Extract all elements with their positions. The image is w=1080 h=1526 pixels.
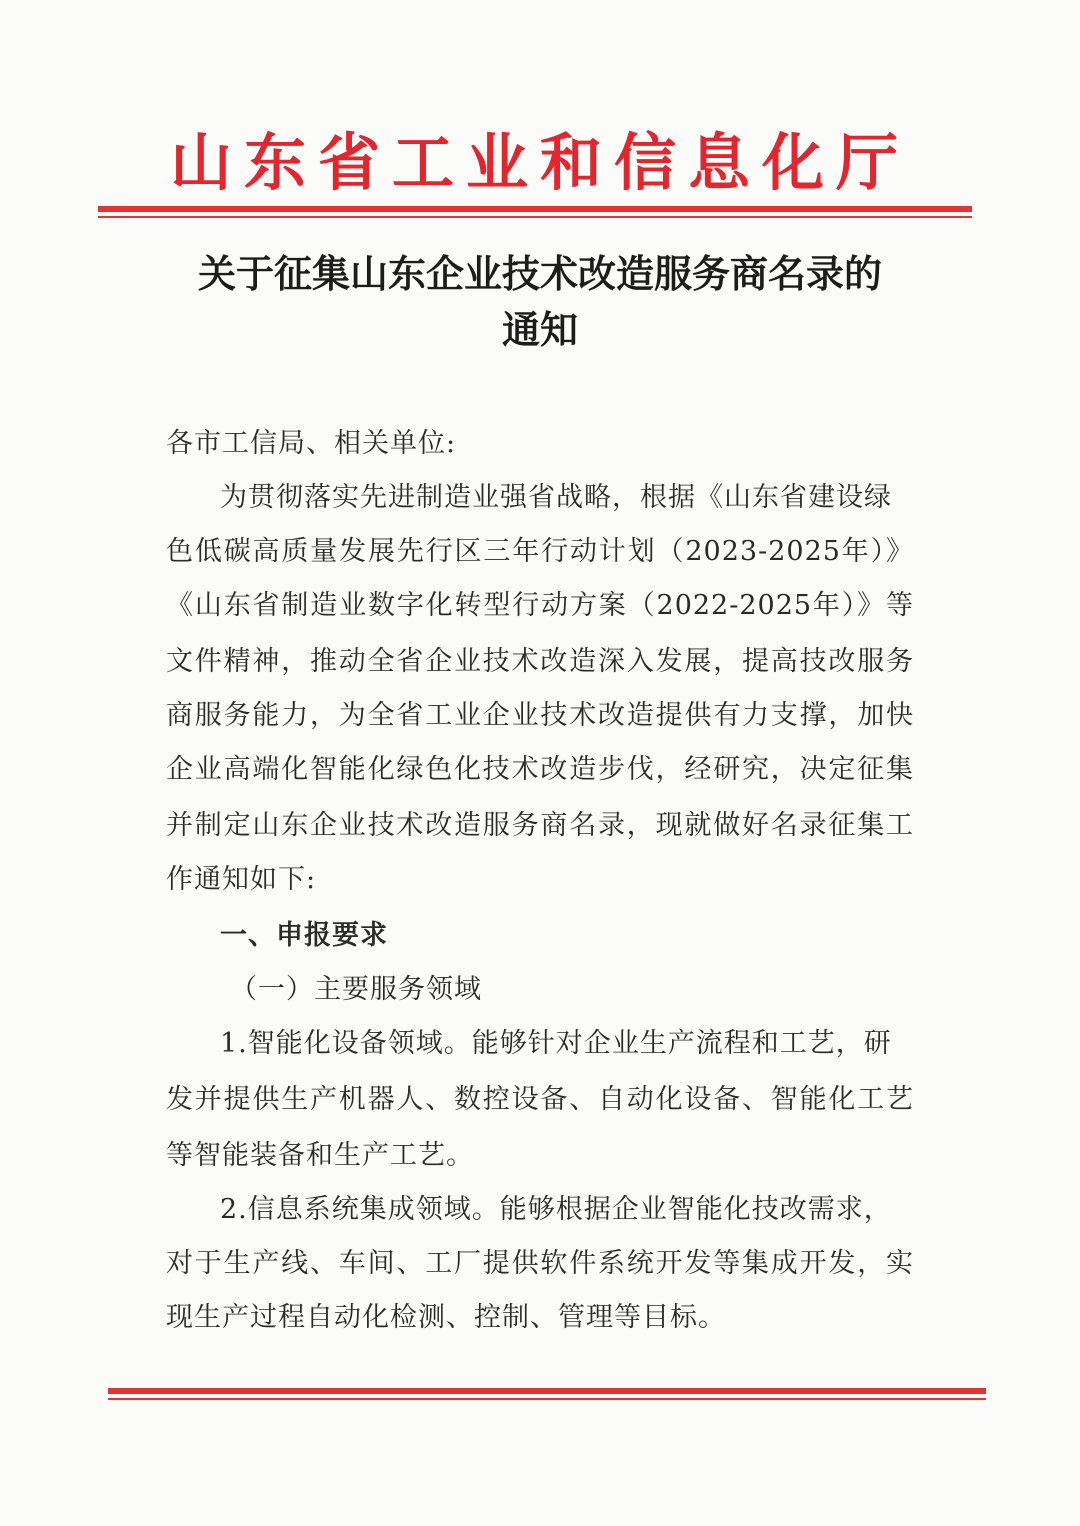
header-rule-thick (98, 206, 972, 212)
paragraph-line: 商服务能力，为全省工业企业技术改造提供有力支撑，加快 (166, 700, 914, 731)
paragraph-line: 文件精神，推动全省企业技术改造深入发展，提高技改服务 (166, 646, 914, 677)
paragraph-line: 等智能装备和生产工艺。 (166, 1140, 474, 1171)
footer-rule-thick (108, 1388, 986, 1394)
paragraph-line: 色低碳高质量发展先行区三年行动计划（2023-2025年）》 (166, 536, 914, 567)
paragraph-line: 现生产过程自动化检测、控制、管理等目标。 (166, 1302, 726, 1333)
subsection-heading: （一）主要服务领域 (230, 974, 482, 1005)
footer-rule-thin (108, 1398, 986, 1400)
paragraph-line: 为贯彻落实先进制造业强省战略，根据《山东省建设绿 (220, 482, 892, 513)
issuer-header: 山东省工业和信息化厅 (169, 126, 910, 199)
paragraph-line: 2.信息系统集成领域。能够根据企业智能化技改需求， (220, 1194, 892, 1225)
paragraph-line: 作通知如下: (166, 864, 317, 895)
salutation: 各市工信局、相关单位: (166, 428, 457, 459)
paragraph-line: 1.智能化设备领域。能够针对企业生产流程和工艺，研 (220, 1028, 892, 1059)
paragraph-line: 发并提供生产机器人、数控设备、自动化设备、智能化工艺 (166, 1084, 914, 1115)
document-title-line-1: 关于征集山东企业技术改造服务商名录的 (197, 252, 882, 296)
paragraph-line: 企业高端化智能化绿色化技术改造步伐，经研究，决定征集 (166, 754, 914, 785)
paragraph-line: 《山东省制造业数字化转型行动方案（2022-2025年）》等 (166, 590, 914, 621)
paragraph-line: 并制定山东企业技术改造服务商名录，现就做好名录征集工 (166, 810, 914, 841)
paragraph-line: 对于生产线、车间、工厂提供软件系统开发等集成开发，实 (166, 1248, 914, 1279)
section-heading: 一、申报要求 (220, 920, 388, 951)
document-title-line-2: 通知 (501, 308, 578, 352)
header-rule-thin (98, 216, 972, 218)
